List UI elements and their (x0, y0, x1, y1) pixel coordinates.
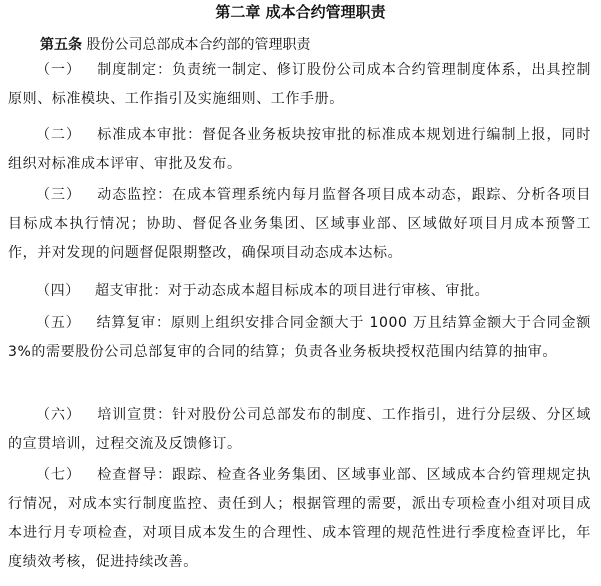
article-number: 第五条 (40, 37, 82, 53)
clause-1 (8, 56, 591, 114)
clause-number: （一） (36, 62, 81, 78)
clause-6 (8, 401, 591, 459)
article-title: 股份公司总部成本合约部的管理职责 (86, 37, 311, 53)
clause-text: 在成本管理系统内每月监督各项目成本动态，跟踪、分析各项目目标成本执行情况；协助、督促各业务集团、区域事业部、区域做好项目月成本预警工作，并对发现的问题督促限期整改，确保项目动态成本达标。 (8, 187, 591, 261)
clause-text: 负责统一制定、修订股份公司成本合约管理制度体系，出具控制原则、标准模块、工作指引及实施细则、工作手册。 (8, 62, 591, 107)
clause-number: （三） (36, 187, 81, 203)
clause-number: （七） (36, 467, 81, 483)
clause-number: （四） (36, 283, 80, 299)
clause-text: 对于动态成本超目标成本的项目进行审核、审批。 (167, 283, 490, 299)
clause-5 (8, 309, 591, 367)
clause-label: 动态监控： (97, 187, 173, 203)
clause-number: （六） (36, 407, 81, 423)
clause-label: 培训宣贯： (97, 407, 173, 423)
article-heading (40, 35, 310, 55)
clause-3 (8, 181, 591, 268)
clause-label: 超支审批： (94, 283, 168, 299)
clause-label: 制度制定： (97, 62, 173, 78)
clause-label: 结算复审： (96, 315, 171, 331)
clause-7 (8, 461, 591, 577)
clause-text: 原则上组织安排合同金额大于 1000 万且结算金额大于合同金额 3%的需要股份公司总部复审的合同的结算；负责各业务板块授权范围内结算的抽审。 (8, 315, 591, 360)
clause-number: （五） (36, 315, 81, 331)
clause-text: 针对股份公司总部发布的制度、工作指引，进行分层级、分区域的宣贯培训，过程交流及反馈修订。 (8, 407, 591, 452)
clause-text: 跟踪、检查各业务集团、区域事业部、区域成本合约管理规定执行情况，对成本实行制度监控、责任到人；根据管理的需要，派出专项检查小组对项目成本进行月专项检查，对项目成本发生的合理性、成本管理的规范性进行季度检查评比，年度绩效考核，促进持续改善。 (8, 467, 591, 570)
clause-label: 标准成本审批： (97, 127, 203, 143)
clause-4 (8, 277, 591, 306)
clause-label: 检查督导： (97, 467, 173, 483)
clause-text: 督促各业务板块按审批的标准成本规划进行编制上报，同时组织对标准成本评审、审批及发布。 (8, 127, 591, 172)
clause-2 (8, 121, 591, 179)
chapter-title: 第二章 成本合约管理职责 (215, 3, 386, 21)
clause-number: （二） (36, 127, 81, 143)
